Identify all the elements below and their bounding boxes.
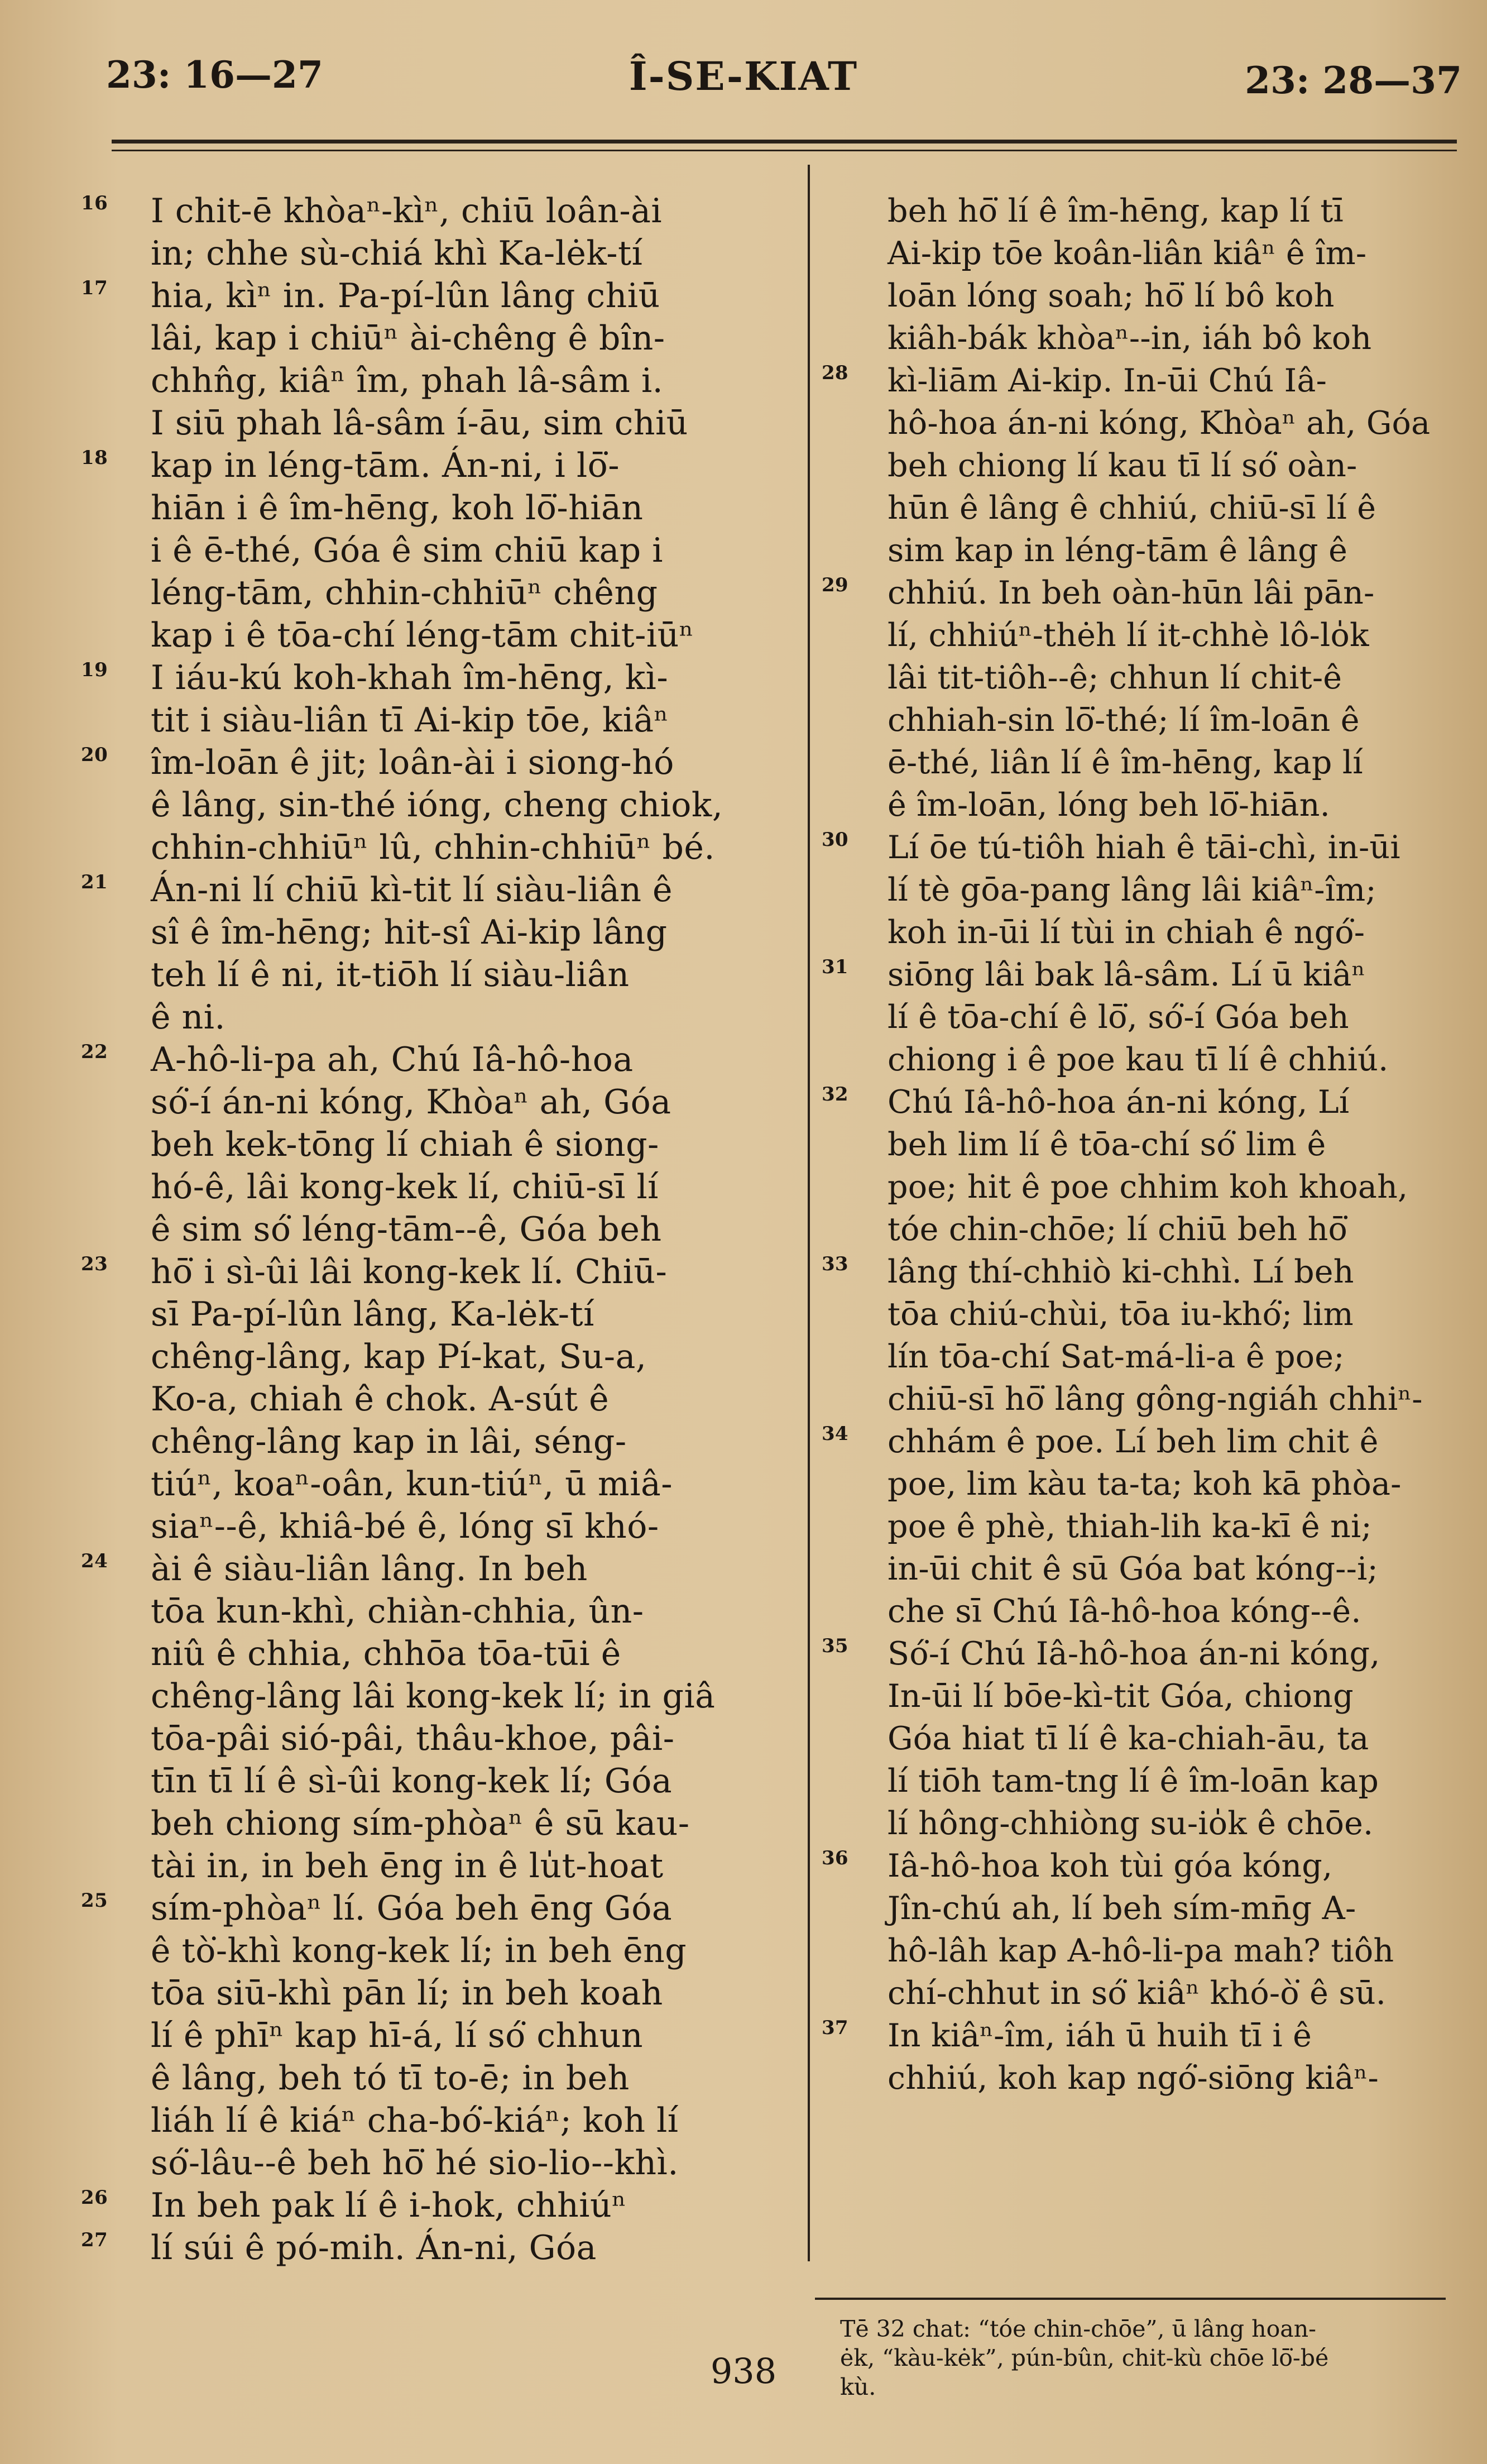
- line-text: chhiú. In beh oàn-hūn lâi pān-: [888, 575, 1375, 611]
- text-line: [826, 1293, 1462, 1336]
- line-text: Iâ-hô-hoa koh tùi góa kóng,: [888, 1848, 1333, 1884]
- line-text: sím-phòaⁿ lí. Góa beh ēng Góa: [151, 1889, 673, 1928]
- text-line: [84, 487, 770, 529]
- line-text: ê îm-loān, lóng beh lō͘-hiān.: [888, 787, 1330, 824]
- line-text: In beh pak lí ê i-hok, chhiúⁿ: [151, 2186, 627, 2225]
- line-text: Án-ni lí chiū kì-tit lí siàu-liân ê: [151, 870, 673, 910]
- line-text: I siū phah lâ-sâm í-āu, sim chiū: [151, 404, 688, 443]
- verse-number: 27: [81, 2229, 108, 2251]
- text-line: [826, 1887, 1462, 1930]
- text-line: [84, 1717, 770, 1760]
- line-text: Ko-a, chiah ê chok. A-sút ê: [151, 1380, 610, 1419]
- line-text: lí tiōh tam-tng lí ê îm-loān kap: [888, 1763, 1379, 1800]
- text-line: [826, 614, 1462, 657]
- verse-number: 37: [822, 2017, 848, 2039]
- text-line: [81, 1887, 770, 1930]
- verse-number: 25: [81, 1889, 108, 1912]
- line-text: In kiâⁿ-îm, iáh ū huih tī i ê: [888, 2017, 1312, 2054]
- text-line: [81, 1548, 770, 1590]
- footnote-line: kù.: [840, 2374, 876, 2400]
- line-text: tóe chin-chōe; lí chiū beh hō͘: [888, 1211, 1348, 1248]
- line-text: tōa chiú-chùi, tōa iu-khó͘; lim: [888, 1296, 1354, 1333]
- line-text: lí súi ê pó-mih. Án-ni, Góa: [151, 2228, 597, 2267]
- text-line: [822, 1251, 1462, 1293]
- line-text: beh chiong sím-phòaⁿ ê sū kau-: [151, 1804, 690, 1843]
- verse-number: 33: [822, 1253, 848, 1275]
- line-text: beh hō͘ lí ê îm-hēng, kap lí tī: [888, 193, 1344, 229]
- text-line: [826, 232, 1462, 275]
- verse-number: 29: [822, 574, 848, 596]
- line-text: poe; hit ê poe chhim koh khoah,: [888, 1169, 1408, 1205]
- text-line: [81, 2227, 770, 2269]
- text-line: [826, 1675, 1462, 1717]
- text-line: [84, 1420, 770, 1463]
- line-text: niû ê chhia, chhōa tōa-tūi ê: [151, 1634, 621, 1673]
- text-line: [84, 2099, 770, 2142]
- line-text: sim kap in léng-tām ê lâng ê: [888, 532, 1348, 569]
- line-text: Chú Iâ-hô-hoa án-ni kóng, Lí: [888, 1084, 1350, 1121]
- line-text: sī Pa-pí-lûn lâng, Ka-lėk-tí: [151, 1295, 594, 1334]
- verse-number: 22: [81, 1041, 108, 1063]
- line-text: ê lâng, beh tó tī to-ē; in beh: [151, 2059, 630, 2098]
- line-text: lín tōa-chí Sat-má-li-a ê poe;: [888, 1338, 1345, 1375]
- text-line: [826, 1972, 1462, 2015]
- line-text: tīn tī lí ê sì-ûi kong-kek lí; Góa: [151, 1762, 673, 1801]
- text-line: [826, 2057, 1462, 2099]
- line-text: lâng thí-chhiò ki-chhì. Lí beh: [888, 1253, 1354, 1290]
- line-text: hiān i ê îm-hēng, koh lō͘-hiān: [151, 489, 644, 528]
- text-line: [81, 2184, 770, 2227]
- text-line: [84, 1845, 770, 1887]
- text-line: [826, 1930, 1462, 1972]
- text-line: [822, 826, 1462, 869]
- text-line: [81, 444, 770, 487]
- text-line: [84, 2142, 770, 2184]
- text-line: [84, 1166, 770, 1208]
- text-line: [826, 529, 1462, 572]
- line-text: ê lâng, sin-thé ióng, cheng chiok,: [151, 786, 723, 825]
- text-line: [81, 657, 770, 699]
- header-verse-range-left: 23: 16—27: [106, 53, 323, 97]
- text-line: [822, 2015, 1462, 2057]
- text-line: [826, 1123, 1462, 1166]
- text-line: [81, 1251, 770, 1293]
- verse-number: 35: [822, 1635, 848, 1657]
- line-text: Ai-kip tōe koân-liân kiâⁿ ê îm-: [888, 235, 1367, 272]
- line-text: só͘-í án-ni kóng, Khòaⁿ ah, Góa: [151, 1083, 671, 1122]
- line-text: beh kek-tōng lí chiah ê siong-: [151, 1125, 659, 1164]
- line-text: chiong i ê poe kau tī lí ê chhiú.: [888, 1041, 1389, 1078]
- text-line: [822, 1633, 1462, 1675]
- text-line: [84, 614, 770, 657]
- text-line: [81, 741, 770, 784]
- line-text: chêng-lâng lâi kong-kek lí; in giâ: [151, 1677, 716, 1716]
- text-line: [84, 1760, 770, 1802]
- text-line: [826, 1548, 1462, 1590]
- text-line: [81, 1039, 770, 1081]
- text-line: [826, 1208, 1462, 1251]
- line-text: îm-loān ê jit; loân-ài i siong-hó: [151, 743, 674, 782]
- verse-number: 18: [81, 447, 108, 469]
- text-line: [826, 1590, 1462, 1633]
- line-text: ài ê siàu-liân lâng. In beh: [151, 1549, 588, 1589]
- text-line: [84, 1123, 770, 1166]
- line-text: beh lim lí ê tōa-chí só͘ lim ê: [888, 1126, 1326, 1163]
- text-line: [826, 190, 1462, 232]
- text-line: [84, 784, 770, 826]
- line-text: hó-ê, lâi kong-kek lí, chiū-sī lí: [151, 1168, 659, 1207]
- running-header: [0, 53, 1487, 114]
- text-line: [826, 699, 1462, 741]
- line-text: chhn̂g, kiâⁿ îm, phah lâ-sâm i.: [151, 361, 664, 400]
- text-line: [84, 996, 770, 1039]
- text-line: [84, 1675, 770, 1717]
- line-text: ê ni.: [151, 998, 226, 1037]
- text-line: [826, 444, 1462, 487]
- text-line: [84, 954, 770, 996]
- text-line: [826, 1717, 1462, 1760]
- line-text: ê sim só͘ léng-tām--ê, Góa beh: [151, 1210, 662, 1249]
- text-line: [826, 1166, 1462, 1208]
- line-text: Góa hiat tī lí ê ka-chiah-āu, ta: [888, 1720, 1369, 1757]
- line-text: hô-lâh kap A-hô-li-pa mah? tiôh: [888, 1932, 1394, 1969]
- text-line: [84, 1081, 770, 1123]
- text-line: [822, 1081, 1462, 1123]
- text-line: [822, 1420, 1462, 1463]
- footnote-line: Tē 32 chat: “tóe chin-chōe”, ū lâng hoan-: [840, 2315, 1316, 2342]
- verse-number: 19: [81, 659, 108, 681]
- text-line: [822, 954, 1462, 996]
- line-text: tài in, in beh ēng in ê lu̍t-hoat: [151, 1846, 664, 1886]
- verse-number: 34: [822, 1423, 848, 1445]
- line-text: koh in-ūi lí tùi in chiah ê ngó͘-: [888, 914, 1365, 951]
- text-line: [84, 1378, 770, 1420]
- text-line: [826, 1802, 1462, 1845]
- text-line: [826, 487, 1462, 529]
- footnote-line: ėk, “kàu-kėk”, pún-bûn, chit-kù chōe lō͘-bé: [840, 2345, 1329, 2371]
- text-line: [826, 1039, 1462, 1081]
- footnote-rule: [815, 2298, 1446, 2300]
- text-line: [84, 1505, 770, 1548]
- header-book-title: Î-SE-KIAT: [629, 53, 858, 99]
- text-line: [81, 190, 770, 232]
- text-line: [84, 911, 770, 954]
- line-text: lí tè gōa-pang lâng lâi kiâⁿ-îm;: [888, 872, 1376, 908]
- column-divider: [808, 165, 810, 2261]
- text-line: [84, 232, 770, 275]
- text-line: [822, 572, 1462, 614]
- line-text: kì-liām Ai-kip. In-ūi Chú Iâ-: [888, 362, 1327, 399]
- text-line: [84, 2015, 770, 2057]
- line-text: i ê ē-thé, Góa ê sim chiū kap i: [151, 531, 663, 570]
- text-line: [826, 1336, 1462, 1378]
- line-text: hô-hoa án-ni kóng, Khòaⁿ ah, Góa: [888, 405, 1431, 442]
- text-line: [826, 1378, 1462, 1420]
- line-text: In-ūi lí bōe-kì-tit Góa, chiong: [888, 1678, 1354, 1715]
- header-verse-range-right: 23: 28—37: [1245, 59, 1462, 102]
- line-text: tōa kun-khì, chiàn-chhia, ûn-: [151, 1592, 644, 1631]
- text-line: [84, 2057, 770, 2099]
- text-line: [822, 1845, 1462, 1887]
- line-text: poe ê phè, thiah-lih ka-kī ê ni;: [888, 1508, 1372, 1545]
- text-line: [84, 1633, 770, 1675]
- line-text: lí ê phīⁿ kap hī-á, lí só͘ chhun: [151, 2016, 644, 2055]
- text-line: [84, 826, 770, 869]
- line-text: kiâh-bák khòaⁿ--in, iáh bô koh: [888, 320, 1372, 357]
- text-line: [826, 657, 1462, 699]
- line-text: chhin-chhiūⁿ lû, chhin-chhiūⁿ bé.: [151, 828, 715, 867]
- verse-number: 31: [822, 956, 848, 978]
- text-line: [84, 1293, 770, 1336]
- line-text: tōa-pâi sió-pâi, thâu-khoe, pâi-: [151, 1719, 675, 1758]
- line-text: siōng lâi bak lâ-sâm. Lí ū kiâⁿ: [888, 956, 1366, 993]
- line-text: chêng-lâng, kap Pí-kat, Su-a,: [151, 1337, 647, 1376]
- line-text: poe, lim kàu ta-ta; koh kā phòa-: [888, 1466, 1402, 1503]
- line-text: ē-thé, liân lí ê îm-hēng, kap lí: [888, 744, 1363, 781]
- verse-number: 32: [822, 1083, 848, 1106]
- line-text: léng-tām, chhin-chhiūⁿ chêng: [151, 573, 658, 613]
- line-text: kap i ê tōa-chí léng-tām chit-iūⁿ: [151, 616, 694, 655]
- line-text: tōa siū-khì pān lí; in beh koah: [151, 1974, 663, 2013]
- text-line: [826, 869, 1462, 911]
- text-line: [826, 1463, 1462, 1505]
- text-line: [826, 911, 1462, 954]
- text-line: [84, 360, 770, 402]
- line-text: lâi, kap i chiūⁿ ài-chêng ê bîn-: [151, 319, 665, 358]
- line-text: só͘-lâu--ê beh hō͘ hé sio-lio--khì.: [151, 2144, 679, 2183]
- line-text: I chit-ē khòaⁿ-kìⁿ, chiū loân-ài: [151, 192, 663, 231]
- line-text: sî ê îm-hēng; hit-sî Ai-kip lâng: [151, 913, 668, 952]
- line-text: in; chhe sù-chiá khì Ka-lėk-tí: [151, 234, 643, 273]
- line-text: Lí ōe tú-tiôh hiah ê tāi-chì, in-ūi: [888, 829, 1400, 866]
- line-text: hūn ê lâng ê chhiú, chiū-sī lí ê: [888, 490, 1376, 527]
- line-text: chêng-lâng kap in lâi, séng-: [151, 1422, 627, 1461]
- verse-number: 30: [822, 829, 848, 851]
- text-line: [84, 1208, 770, 1251]
- line-text: lí, chhiúⁿ-thėh lí it-chhè lô-lo̍k: [888, 617, 1369, 654]
- line-text: kap in léng-tām. Án-ni, i lō͘-: [151, 446, 620, 485]
- line-text: chiū-sī hō͘ lâng gông-ngiáh chhiⁿ-: [888, 1381, 1423, 1418]
- line-text: loān lóng soah; hō͘ lí bô koh: [888, 278, 1335, 314]
- line-text: siaⁿ--ê, khiâ-bé ê, lóng sī khó-: [151, 1507, 659, 1546]
- line-text: chhiah-sin lō͘-thé; lí îm-loān ê: [888, 702, 1360, 739]
- text-line: [84, 402, 770, 444]
- line-text: hō͘ i sì-ûi lâi kong-kek lí. Chiū-: [151, 1252, 668, 1291]
- text-line: [822, 360, 1462, 402]
- line-text: lí ê tōa-chí ê lō͘, só͘-í Góa beh: [888, 999, 1349, 1036]
- line-text: hia, kìⁿ in. Pa-pí-lûn lâng chiū: [151, 276, 660, 315]
- text-line: [84, 1930, 770, 1972]
- text-line: [826, 741, 1462, 784]
- line-text: lí hông-chhiòng su-io̍k ê chōe.: [888, 1805, 1374, 1842]
- verse-number: 36: [822, 1847, 848, 1869]
- line-text: A-hô-li-pa ah, Chú Iâ-hô-hoa: [151, 1040, 634, 1079]
- line-text: lâi tit-tiôh--ê; chhun lí chit-ê: [888, 659, 1342, 696]
- header-rule-thick: [112, 140, 1457, 143]
- line-text: Jîn-chú ah, lí beh sím-mn̄g A-: [888, 1890, 1356, 1927]
- line-text: liáh lí ê kiáⁿ cha-bó͘-kiáⁿ; koh lí: [151, 2101, 679, 2140]
- text-line: [81, 275, 770, 317]
- right-column: [822, 190, 1462, 2099]
- text-line: [84, 1972, 770, 2015]
- text-line: [84, 572, 770, 614]
- line-text: chhám ê poe. Lí beh lim chit ê: [888, 1423, 1379, 1460]
- line-text: teh lí ê ni, it-tiōh lí siàu-liân: [151, 955, 630, 994]
- verse-number: 20: [81, 744, 108, 766]
- verse-number: 16: [81, 192, 108, 214]
- line-text: tiúⁿ, koaⁿ-oân, kun-tiúⁿ, ū miâ-: [151, 1465, 673, 1504]
- text-line: [84, 699, 770, 741]
- text-line: [826, 402, 1462, 444]
- verse-number: 28: [822, 362, 848, 384]
- verse-number: 21: [81, 871, 108, 893]
- line-text: I iáu-kú koh-khah îm-hēng, kì-: [151, 658, 669, 697]
- header-rule-thin: [112, 150, 1457, 151]
- text-line: [84, 1463, 770, 1505]
- text-line: [81, 869, 770, 911]
- text-line: [84, 1336, 770, 1378]
- text-line: [826, 1760, 1462, 1802]
- text-line: [84, 1590, 770, 1633]
- line-text: chí-chhut in só͘ kiâⁿ khó-ò͘ ê sū.: [888, 1975, 1387, 2012]
- verse-number: 23: [81, 1253, 108, 1275]
- verse-number: 24: [81, 1550, 108, 1572]
- left-column: [81, 190, 770, 2269]
- verse-number: 26: [81, 2186, 108, 2209]
- text-line: [84, 529, 770, 572]
- line-text: chhiú, koh kap ngó͘-siōng kiâⁿ-: [888, 2060, 1379, 2097]
- text-line: [84, 317, 770, 360]
- text-line: [826, 996, 1462, 1039]
- line-text: tit i siàu-liân tī Ai-kip tōe, kiâⁿ: [151, 701, 669, 740]
- text-line: [826, 784, 1462, 826]
- page-number: 938: [710, 2351, 777, 2391]
- line-text: beh chiong lí kau tī lí só͘ oàn-: [888, 447, 1358, 484]
- text-line: [826, 317, 1462, 360]
- line-text: ê tò͘-khì kong-kek lí; in beh ēng: [151, 1931, 687, 1970]
- verse-number: 17: [81, 277, 108, 299]
- line-text: che sī Chú Iâ-hô-hoa kóng--ê.: [888, 1593, 1361, 1630]
- line-text: in-ūi chit ê sū Góa bat kóng--i;: [888, 1551, 1378, 1587]
- line-text: Só͘-í Chú Iâ-hô-hoa án-ni kóng,: [888, 1635, 1380, 1672]
- text-line: [84, 1802, 770, 1845]
- text-line: [826, 275, 1462, 317]
- text-line: [826, 1505, 1462, 1548]
